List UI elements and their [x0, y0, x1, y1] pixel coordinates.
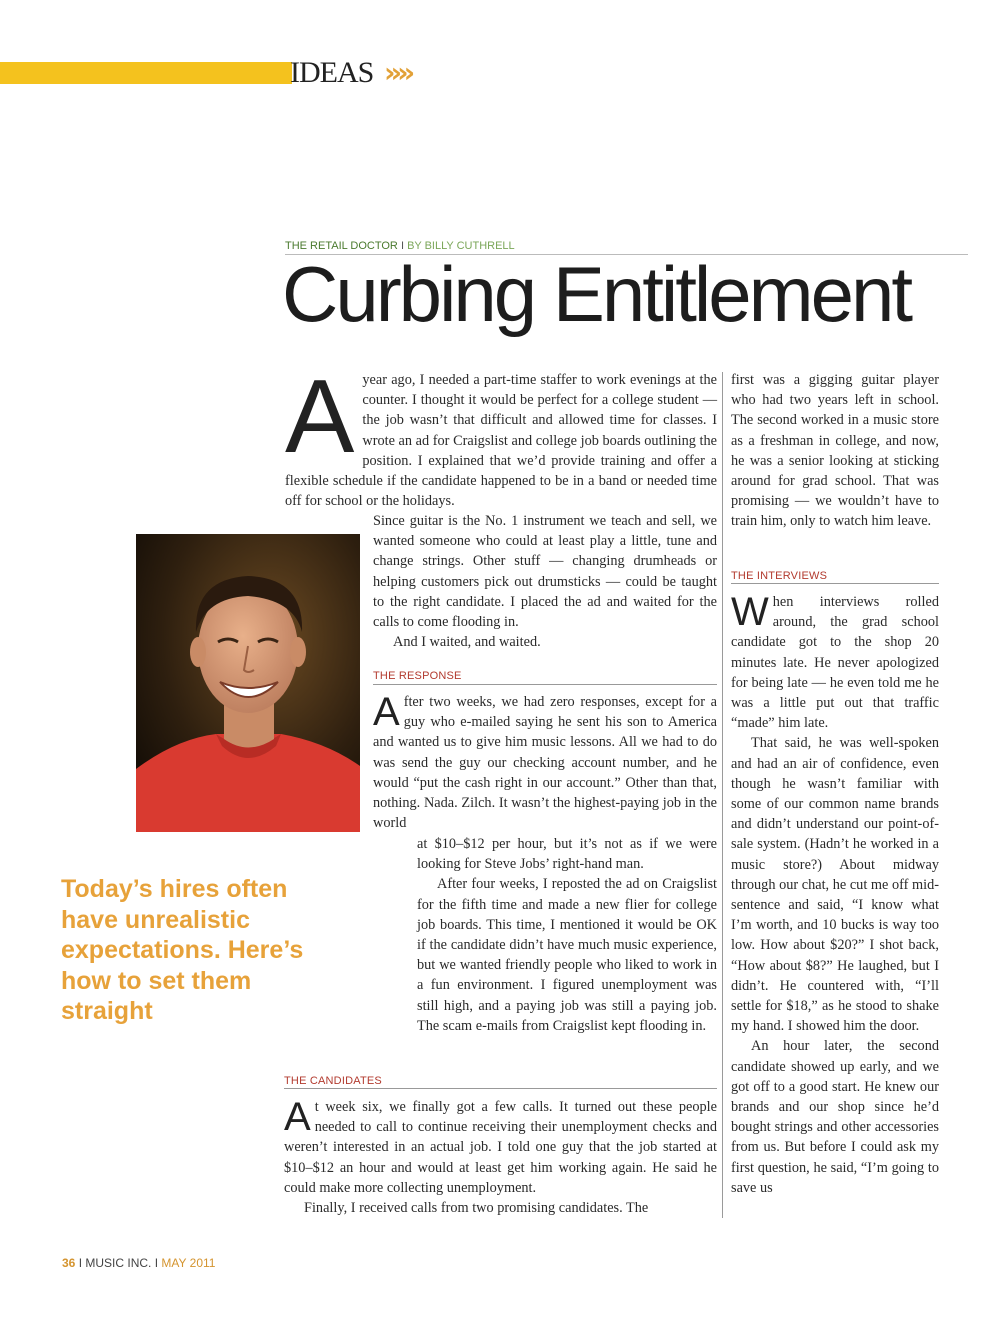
subhead-candidates: THE CANDIDATES [284, 1075, 382, 1087]
subhead-rule [373, 684, 717, 685]
publication-name: MUSIC INC. [85, 1256, 152, 1270]
intro-block [285, 359, 717, 511]
author-photo [136, 534, 360, 832]
byline: BY BILLY CUTHRELL [407, 240, 515, 252]
page-footer [62, 1256, 215, 1270]
body-block-2 [373, 511, 717, 652]
body-paragraph: hen interviews rolled around, the grad school candidate got to the shop 20 minutes late. He never apologized for being late — he even told me he was a little put out that traffic “made” him late. [731, 594, 939, 732]
column-divider [722, 372, 723, 1218]
drop-cap: A [285, 359, 355, 475]
interviews-block [731, 592, 939, 1198]
response-block [373, 692, 717, 833]
subhead-rule [284, 1088, 717, 1089]
pull-quote: Today’s hires often have unrealistic expectations. Here’s how to set them straight [61, 875, 304, 1025]
footer-separator: I [78, 1256, 83, 1270]
intro-paragraph: year ago, I needed a part-time staffer to work evenings at the counter. I thought it would be perfect for a college student — the job wasn’t that difficult and allowed time for classes. I wrote an ad for Craigslist and college job boards outlining the position. I explained that we’d provide training and offer a flexible schedule if the candidate happened to be in a band or needed time off for school or the holidays. [285, 372, 717, 510]
drop-cap: A [373, 690, 400, 734]
body-paragraph: first was a gigging guitar player who had two years left in school. The second worked in a music store as a freshman in college, and now, he was a senior looking at sticking around for grad school. That was promising — we wouldn’t have to train him, only to watch him leave. [731, 372, 939, 530]
candidates-block [284, 1097, 717, 1218]
subhead-interviews: THE INTERVIEWS [731, 570, 828, 582]
section-color-bar [0, 62, 292, 84]
body-paragraph: An hour later, the second candidate showed up early, and we got off to a good start. He knew our brands and our shop since he’d bought strings and other accessories from us. But before I could ask my first question, he said, “I’m going to save us [731, 1038, 939, 1196]
body-paragraph: t week six, we finally got a few calls. It turned out these people needed to call to continue receiving their unemployment checks and weren’t interested in an actual job. I told one guy that the job started at $10–$12 an hour and would at least get him working again. He said he could make more collecting unemployment. [284, 1099, 717, 1196]
section-title: IDEAS [290, 56, 374, 89]
issue-date: MAY 2011 [161, 1256, 216, 1270]
article-title: Curbing Entitlement [282, 250, 911, 338]
subhead-response: THE RESPONSE [373, 670, 462, 682]
body-paragraph: fter two weeks, we had zero responses, except for a guy who e-mailed saying he sent his son to America and wanted us to give him music lessons. All we had to do was send the guy our checking account number, and he would “put the cash right in our account.” Other than that, nothing. Nada. Zilch. It wasn’t the highest-paying job in the world [373, 694, 717, 832]
body-block-3 [417, 834, 717, 1036]
footer-separator: I [154, 1256, 159, 1270]
department-label: THE RETAIL DOCTOR [285, 240, 398, 252]
drop-cap: W [731, 590, 769, 634]
body-paragraph: And I waited, and waited. [393, 634, 541, 651]
drop-cap: A [284, 1095, 311, 1139]
body-paragraph: That said, he was well-spoken and had an air of confidence, even though he wasn’t familiar with some of our common name brands and didn’t understand our point-of-sale system. (Hadn’t he worked in a music store?) About midway through our chat, he cut me off mid-sentence and said, “I know what I’m worth, and 10 bucks is way too low. How about $20?” I shot back, “How about $8?” He laughed, but I didn’t. He countered with, “I’ll settle for $18,” as he stood to shake my hand. I showed him the door. [731, 735, 939, 1035]
body-paragraph: Finally, I received calls from two promising candidates. The [304, 1200, 649, 1217]
page-number: 36 [62, 1256, 76, 1270]
body-paragraph: After four weeks, I reposted the ad on Craigslist for the fifth time and made a new flier for college job boards. This time, I mentioned it would be OK if the candidate didn’t have much music experience, but we wanted friendly people who liked to work in a fun environment. I figured unemployment was still high, and a paying job was still a paying job. The scam e-mails from Craigslist kept flooding in. [417, 876, 717, 1034]
body-paragraph: at $10–$12 per hour, but it’s not as if we were looking for Steve Jobs’ right-hand man. [417, 836, 717, 873]
body-paragraph: Since guitar is the No. 1 instrument we teach and sell, we wanted someone who could at least play a little, tune and change strings. Other stuff — changing drumheads or helping customers pick out drumsticks — could be taught to the right candidate. I placed the ad and waited for the calls to come flooding in. [373, 513, 717, 631]
subhead-rule [731, 583, 939, 584]
chevron-right-icon: »» [384, 56, 411, 89]
right-block-1 [731, 370, 939, 532]
kicker-separator: I [400, 240, 404, 252]
